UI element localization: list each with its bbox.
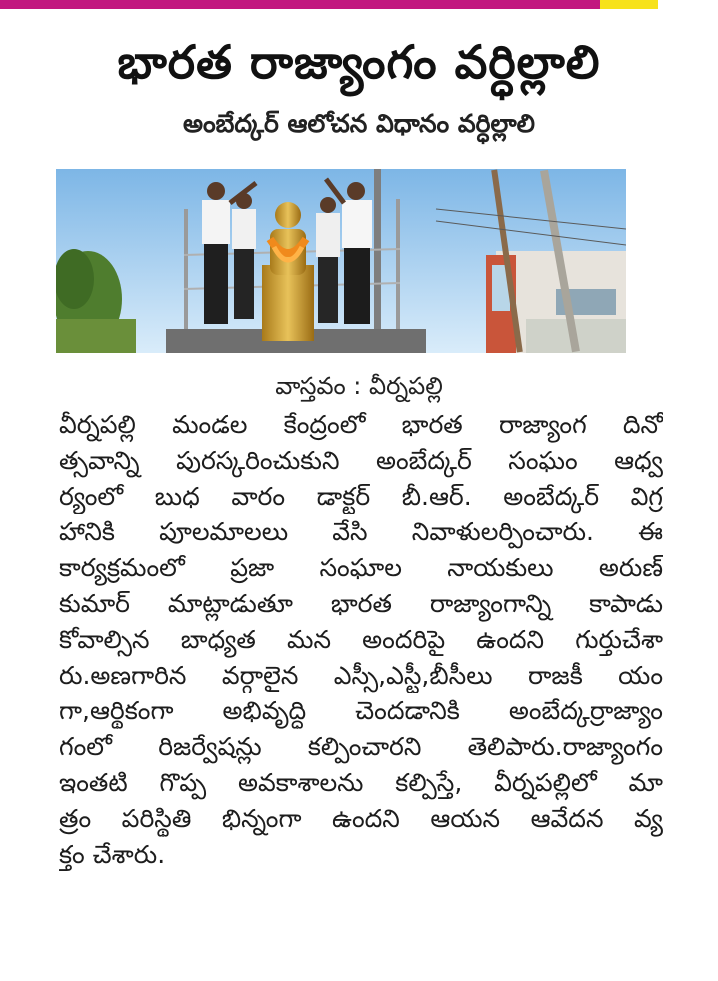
statue-garlanding-photo-icon bbox=[56, 169, 626, 353]
article-body bbox=[59, 407, 663, 872]
body-line: కోవాల్సిన బాధ్యత మన అందరిపై ఉందని గుర్తుచేశా bbox=[59, 624, 663, 654]
body-line: కుమార్ మాట్లాడుతూ భారత రాజ్యాంగాన్ని కాపాడు bbox=[59, 588, 663, 618]
body-line: ఇంతటి గొప్ప అవకాశాలను కల్పిస్తే, వీర్నపల్లిలో మా bbox=[59, 767, 663, 797]
top-bar-magenta bbox=[0, 0, 600, 9]
body-line: గంలో రిజర్వేషన్లు కల్పించారని తెలిపారు.రాజ్యాంగం bbox=[59, 732, 663, 762]
body-line: రు.అణగారిన వర్గాలైన ఎస్సీ,ఎస్టీ,బీసీలు రాజకీ యం bbox=[59, 660, 663, 690]
top-bar-yellow bbox=[600, 0, 658, 9]
body-line: క్తం చేశారు. bbox=[59, 839, 166, 869]
headline: భారత రాజ్యాంగం వర్ధిల్లాలి bbox=[117, 35, 601, 89]
body-line: ర్యంలో బుధ వారం డాక్టర్ బీ.ఆర్. అంబేద్కర్ విగ్ర bbox=[59, 481, 663, 511]
article-photo bbox=[56, 169, 626, 353]
body-line: త్రం పరిస్థితి భిన్నంగా ఉందని ఆయన ఆవేదన వ్య bbox=[59, 803, 663, 833]
subheadline: అంబేద్కర్ ఆలోచన విధానం వర్ధిల్లాలి bbox=[182, 109, 535, 138]
body-line: గా,ఆర్థికంగా అభివృద్ధి చెందడానికి అంబేద్కర్రాజ్యాం bbox=[59, 696, 663, 726]
body-line: కార్యక్రమంలో ప్రజా సంఘాల నాయకులు అరుణ్ bbox=[59, 553, 663, 583]
body-line: వీర్నపల్లి మండల కేంద్రంలో భారత రాజ్యాంగ దినో bbox=[59, 410, 663, 439]
body-line: హానికి పూలమాలలు వేసి నివాళులర్పించారు. ఈ bbox=[59, 517, 663, 547]
dateline: వాస్తవం : వీర్నపల్లి bbox=[275, 372, 443, 400]
top-color-bar bbox=[0, 0, 718, 9]
body-line: త్సవాన్ని పురస్కరించుకుని అంబేద్కర్ సంఘం ఆధ్వ bbox=[59, 445, 663, 475]
